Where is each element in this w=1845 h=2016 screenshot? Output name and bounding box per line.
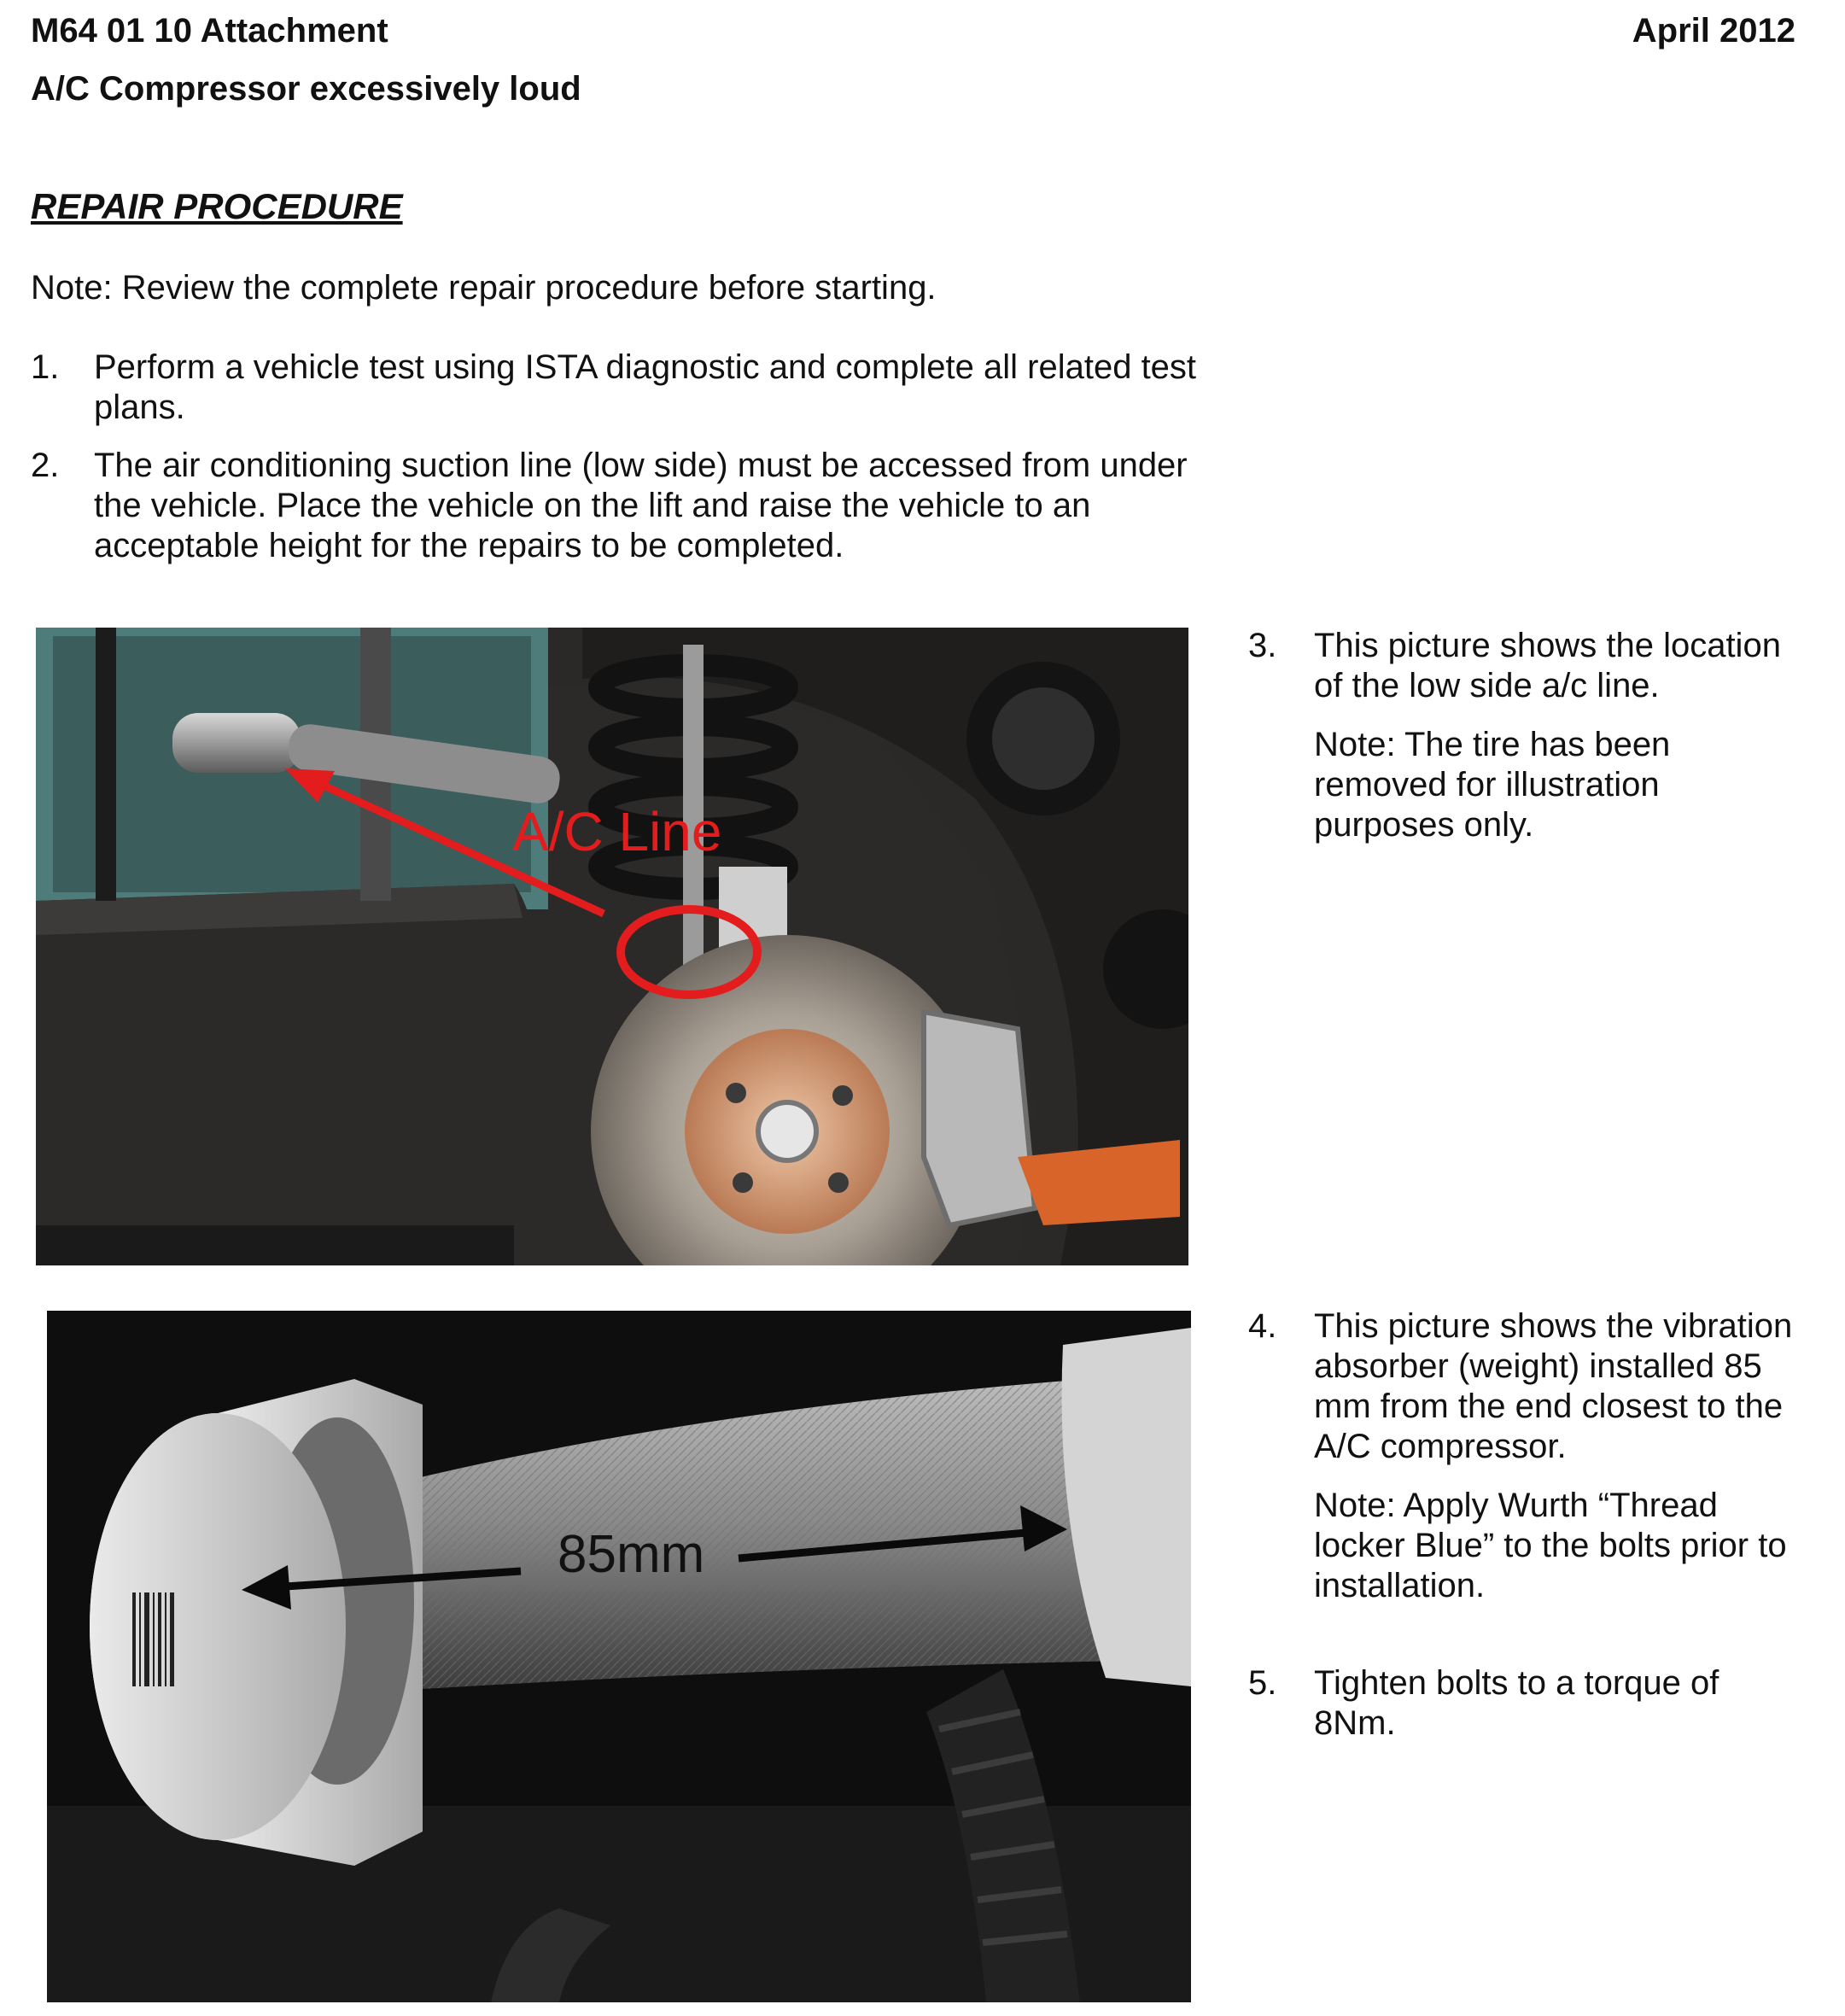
document-subtitle: A/C Compressor excessively loud (31, 70, 581, 108)
step-1 (31, 348, 1226, 433)
step-text: The air conditioning suction line (low side) must be accessed from under the vehicle. Place the vehicle on the lift and raise the vehicle to an acceptable height for the repairs to be completed. (94, 447, 1188, 564)
step-2 (31, 446, 1243, 574)
step-note: Note: Apply Wurth “Thread locker Blue” to the bolts prior to installation. (1314, 1487, 1787, 1604)
vibration-absorber-illustration (47, 1311, 1191, 2002)
document-id: M64 01 10 Attachment (31, 12, 388, 50)
wheel-well-illustration (36, 628, 1188, 1265)
step-4 (1248, 1306, 1820, 1648)
step-number: 3. (1248, 627, 1277, 664)
step-5 (1248, 1663, 1820, 1757)
step-number: 2. (31, 447, 60, 484)
step-number: 4. (1248, 1307, 1277, 1345)
document-date: April 2012 (1632, 12, 1795, 50)
step-text: Perform a vehicle test using ISTA diagnostic and complete all related test plans. (94, 348, 1197, 426)
ac-line-callout: A/C Line (512, 801, 722, 862)
step-text: This picture shows the location of the low side a/c line. (1314, 627, 1781, 704)
step-text: Tighten bolts to a torque of 8Nm. (1314, 1664, 1719, 1742)
step-number: 1. (31, 348, 60, 386)
step-3 (1248, 626, 1812, 882)
step-number: 5. (1248, 1664, 1277, 1702)
general-note: Note: Review the complete repair procedure before starting. (31, 269, 937, 307)
dimension-label: 85mm (558, 1525, 705, 1584)
section-title: REPAIR PROCEDURE (31, 186, 403, 226)
figure-wheel-well-photo (36, 628, 1188, 1265)
figure-vibration-absorber-photo (47, 1311, 1191, 2002)
step-text: This picture shows the vibration absorber (weight) installed 85 mm from the end closest to the A/C compressor. (1314, 1307, 1793, 1465)
step-note: Note: The tire has been removed for illustration purposes only. (1314, 726, 1671, 844)
